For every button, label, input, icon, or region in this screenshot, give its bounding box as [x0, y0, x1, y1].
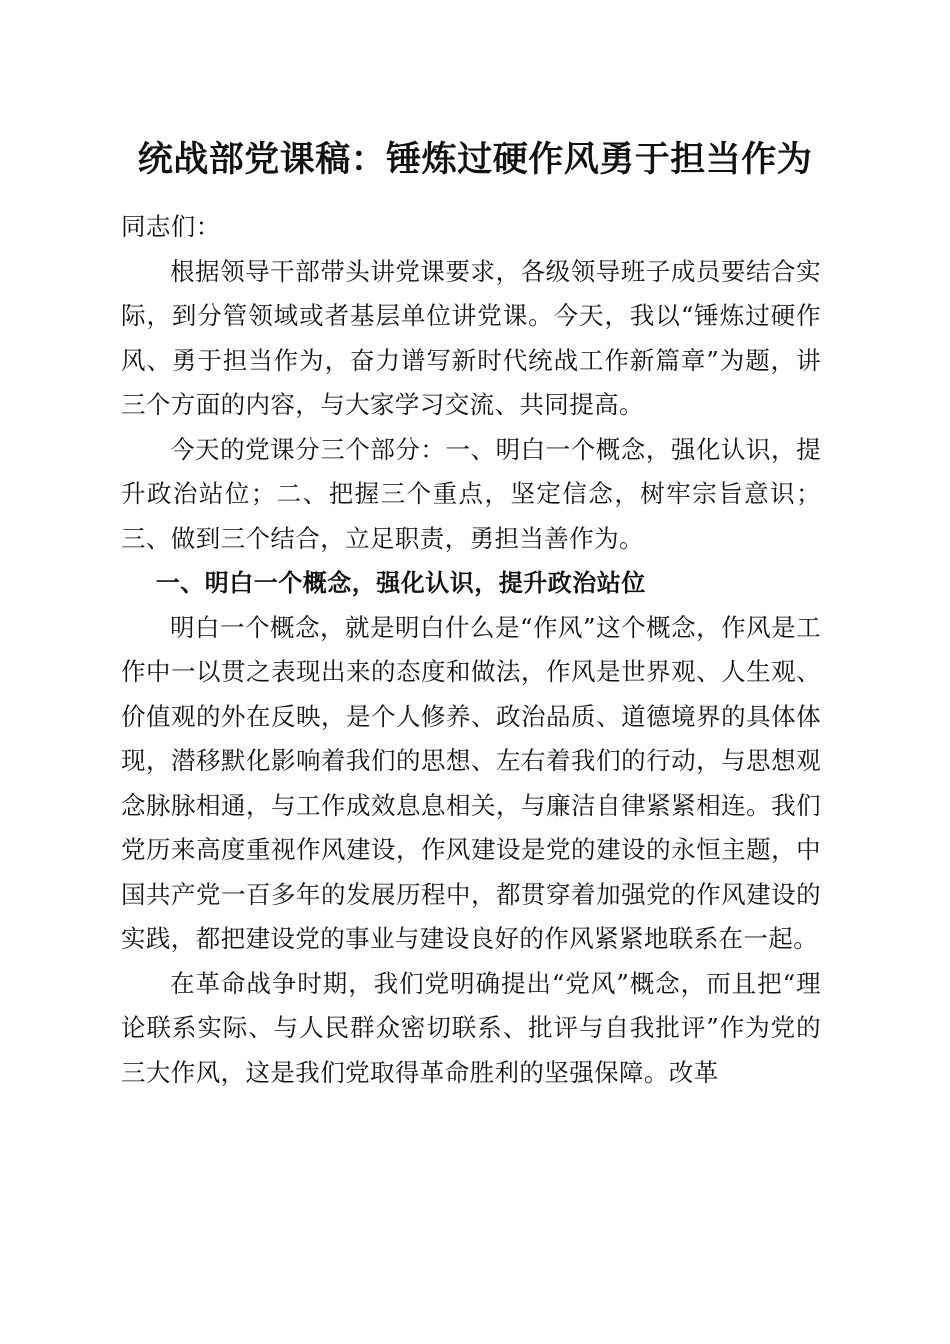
intro-paragraph: 根据领导干部带头讲党课要求，各级领导班子成员要结合实际，到分管领域或者基层单位讲党课。今天，我以“锤炼过硬作风、勇于担当作为，奋力谱写新时代统战工作新篇章”为题，讲三个方面的内容，与大家学习交流、共同提高。 — [121, 256, 821, 419]
history-paragraph: 在革命战争时期，我们党明确提出“党风”概念，而且把“理论联系实际、与人民群众密切联系、批评与自我批评”作为党的三大作风，这是我们党取得革命胜利的坚强保障。改革 — [121, 968, 821, 1087]
salutation: 同志们： — [121, 212, 221, 241]
concept-paragraph: 明白一个概念，就是明白什么是“作风”这个概念，作风是工作中一以贯之表现出来的态度和做法，作风是世界观、人生观、价值观的外在反映，是个人修养、政治品质、道德境界的具体体现，潜移默化影响着我们的思想、左右着我们的行动，与思想观念脉脉相通，与工作成效息息相关，与廉洁自律紧紧相连。我们党历来高度重视作风建设，作风建设是党的建设的永恒主题，中国共产党一百多年的发展历程中，都贯穿着加强党的作风建设的实践，都把建设党的事业与建设良好的作风紧紧地联系在一起。 — [121, 612, 821, 953]
section-heading: 一、明白一个概念，强化认识，提升政治站位 — [155, 569, 646, 597]
document-body — [121, 205, 821, 1095]
outline-paragraph: 今天的党课分三个部分：一、明白一个概念，强化认识，提升政治站位；二、把握三个重点，坚定信念，树牢宗旨意识；三、做到三个结合，立足职责，勇担当善作为。 — [121, 434, 821, 553]
document-title: 统战部党课稿：锤炼过硬作风勇于担当作为 — [137, 139, 813, 180]
